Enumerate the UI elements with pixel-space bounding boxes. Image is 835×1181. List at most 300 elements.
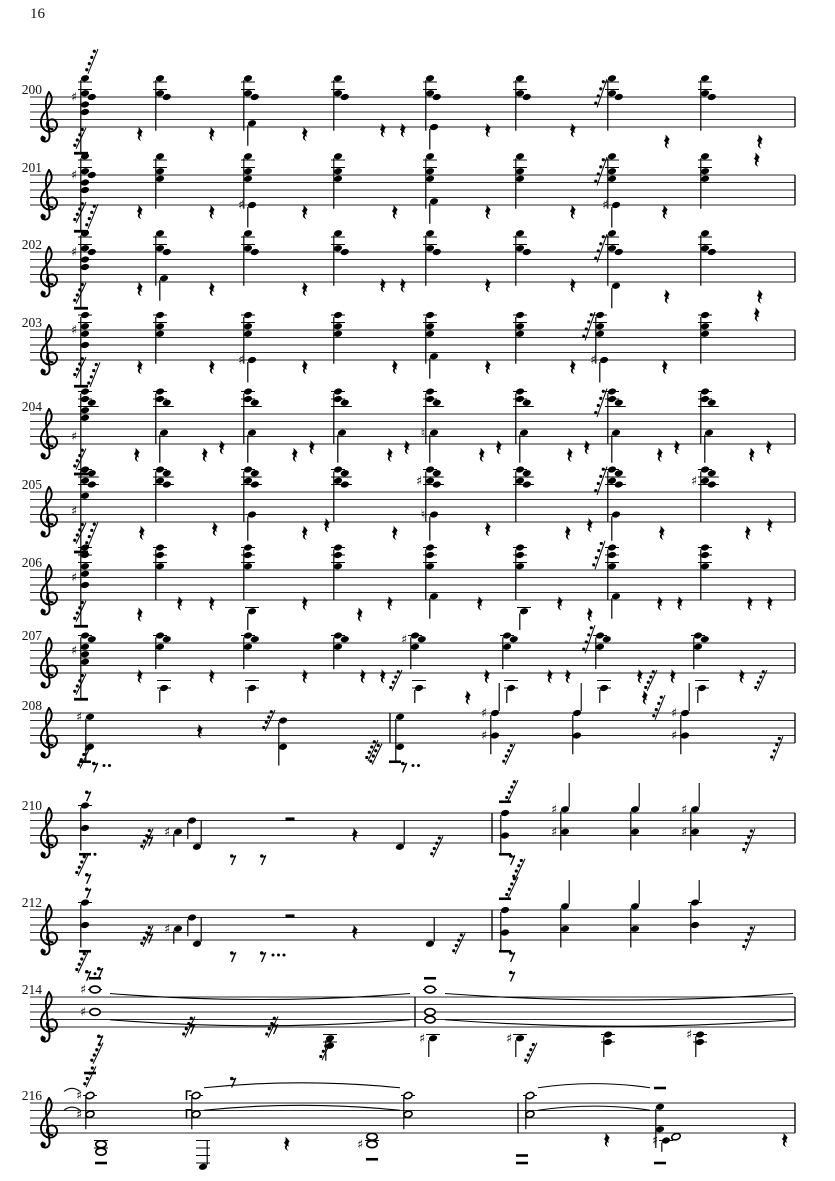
ledger-dash [516,1162,528,1165]
notehead [607,551,617,559]
treble-clef-icon [41,409,57,459]
measure-number: 203 [21,315,42,330]
notehead [693,643,703,651]
measure-number: 214 [21,982,42,997]
notehead [333,152,343,160]
treble-clef-icon [41,1098,57,1148]
notehead [560,902,570,910]
notehead [607,74,617,82]
quarter-rest [212,522,218,536]
aug-dots [94,972,97,975]
staff-lines [30,252,795,282]
quarter-rest [134,448,140,462]
notehead [395,743,405,751]
quarter-rest [380,278,386,292]
tie [445,1020,793,1026]
notehead [173,925,183,933]
notehead [425,940,435,948]
notehead [278,743,288,751]
notehead [425,175,435,183]
arpeggio-roll [594,157,607,186]
ledger-dash [79,950,91,953]
notehead [515,152,525,160]
notehead [187,816,197,824]
measure-number: 204 [21,399,42,414]
notehead [515,1034,525,1042]
sharp-accidental: ♯ [680,823,688,839]
quarter-rest [209,205,215,219]
sharp-accidental: ♯ [356,1136,364,1152]
notehead [80,311,90,319]
ledger-dash [424,977,436,980]
arpeggio-roll [430,836,443,857]
notehead [278,716,288,724]
eighth-rest [260,854,266,865]
notehead [490,731,500,739]
notehead [603,1038,613,1046]
notehead [155,322,165,330]
notehead [333,311,343,319]
arpeggio-roll [75,952,88,973]
measure-number: 210 [21,798,42,813]
notehead [80,801,90,809]
eighth-rest [97,967,103,978]
notehead [560,828,570,836]
notehead [515,562,525,570]
notehead [243,322,253,330]
notehead [243,175,253,183]
notehead [425,330,435,338]
notehead [191,1110,201,1118]
notehead [333,330,343,338]
notehead [198,1163,208,1171]
notehead [425,543,435,551]
quarter-rest [662,205,668,219]
quarter-rest [137,607,143,621]
notehead [80,570,90,578]
notehead [680,709,690,717]
arpeggio-roll [582,312,595,341]
natural-accidental: ♮ [420,506,426,522]
notehead [572,731,582,739]
measure-number: 216 [21,1088,42,1103]
page-number: 16 [30,6,45,22]
quarter-rest [219,440,225,454]
sharp-accidental: ♯ [79,981,87,997]
notehead [525,1091,535,1099]
sharp-accidental: ♯ [690,472,698,488]
sharp-accidental: ♯ [550,801,558,817]
sharp-accidental: ♯ [79,1004,87,1020]
notehead [80,650,90,658]
system-201 [22,152,795,233]
arpeggio-roll [73,674,86,695]
notehead [85,713,95,721]
arpeggio-roll [594,79,607,108]
quarter-rest [565,526,571,540]
notehead [247,201,257,209]
tie [538,1106,650,1110]
notehead [325,1034,335,1042]
notehead [515,229,525,237]
quarter-rest [292,448,298,462]
notehead [700,543,710,551]
notehead [155,387,165,395]
quarter-rest [392,526,398,540]
notehead [80,921,90,929]
notehead [700,175,710,183]
notehead [80,562,90,570]
notehead [429,352,439,360]
ledger-dash [499,800,511,803]
quarter-rest [747,596,753,610]
notehead [607,387,617,395]
eighth-rest [85,790,91,801]
notehead [611,592,621,600]
quarter-rest [659,526,665,540]
measure-number: 205 [21,477,42,492]
notehead [192,843,202,851]
quarter-rest [677,596,683,610]
notehead [333,167,343,175]
quarter-rest [137,205,143,219]
notehead [247,510,257,518]
quarter-rest [587,607,593,621]
treble-clef-icon [41,247,57,297]
notehead [700,74,710,82]
system-200 [22,49,795,155]
notehead [243,551,253,559]
sharp-accidental: ♯ [550,823,558,839]
notehead [247,119,257,127]
quarter-rest [637,669,643,683]
notehead [155,167,165,175]
sharp-accidental: ♯ [670,727,678,743]
notehead [192,940,202,948]
quarter-rest [197,724,203,738]
notehead [515,322,525,330]
arpeggio-roll [85,204,98,229]
notehead [500,928,510,936]
aug-dots [272,954,286,957]
aug-dots [412,764,421,767]
notehead [80,406,90,414]
notehead [155,152,165,160]
notehead [700,551,710,559]
eighth-rest [85,873,91,884]
quarter-rest [209,596,215,610]
notehead [80,108,90,116]
eighth-rest [509,854,515,865]
notehead [333,175,343,183]
sharp-accidental: ♯ [237,197,245,213]
quarter-rest [757,134,763,148]
staff-lines [30,414,795,444]
whole-notehead [425,1016,435,1023]
notehead [630,902,640,910]
system-203 [22,307,795,387]
ledger-dash [499,950,511,953]
notehead [155,74,165,82]
notehead [695,1038,705,1046]
quarter-rest [754,152,760,166]
notehead [155,311,165,319]
notehead [611,201,621,209]
notehead [700,322,710,330]
half-rest [286,817,295,820]
quarter-rest [404,440,410,454]
quarter-rest [302,282,308,296]
treble-clef-icon [41,325,57,375]
notehead [607,229,617,237]
notehead [500,906,510,914]
notehead [515,167,525,175]
notehead [191,1091,201,1099]
notehead [243,311,253,319]
quarter-rest [360,669,366,683]
notehead [607,167,617,175]
sharp-accidental: ♯ [651,1132,659,1148]
quarter-rest [642,690,648,704]
arpeggio-roll [77,748,90,769]
arpeggio-roll [73,601,86,622]
notehead [80,581,90,589]
treble-clef-icon [41,905,57,955]
notehead [80,492,90,500]
arpeggio-roll [652,695,665,720]
quarter-rest [547,669,553,683]
arpeggio-roll [770,736,783,761]
notehead [243,543,253,551]
quarter-rest [380,669,386,683]
treble-clef-icon [41,808,57,858]
eighth-rest [230,951,236,962]
arpeggio-roll [83,1066,96,1087]
eighth-rest [260,951,266,962]
arpeggio-roll [742,926,755,951]
quarter-rest [484,669,490,683]
quarter-rest [400,123,406,137]
quarter-rest [479,448,485,462]
quarter-rest [392,205,398,219]
staff-lines [30,570,795,600]
notehead [159,684,169,692]
notehead [80,414,90,422]
quarter-rest [766,440,772,454]
treble-clef-icon [41,565,57,615]
staff-lines [30,910,795,940]
staff-lines [30,175,795,205]
notehead [700,167,710,175]
treble-clef-icon [41,170,57,220]
notehead [80,330,90,338]
treble-clef-icon [41,92,57,142]
notehead [500,831,510,839]
whole-notehead [367,1133,377,1140]
ledger-dash [516,1154,528,1157]
ledger-dash [79,853,91,856]
quarter-rest [302,205,308,219]
aug-dots [103,764,112,767]
system-206 [22,522,795,630]
measure-number: 207 [21,628,42,643]
notehead [395,843,405,851]
notehead [611,429,621,437]
notehead [429,429,439,437]
eighth-rest [85,887,91,898]
notehead [333,551,343,559]
notehead [607,543,617,551]
quarter-rest [400,278,406,292]
notehead [155,562,165,570]
quarter-rest [139,526,145,540]
ledger-dash [389,760,401,763]
arpeggio-roll [73,523,86,544]
quarter-rest [745,526,751,540]
sharp-accidental: ♯ [70,89,78,105]
notehead [697,684,707,692]
notehead [80,387,90,395]
notehead [595,322,605,330]
quarter-rest [674,440,680,454]
notehead [80,263,90,271]
tie [110,1020,410,1026]
quarter-rest [485,522,491,536]
sharp-accidental: ♯ [70,167,78,183]
notehead [159,429,169,437]
measure-number: 202 [21,237,42,252]
notehead [700,562,710,570]
whole-notehead [90,986,100,993]
whole-notehead [425,1009,435,1016]
quarter-rest [604,1133,610,1147]
whole-notehead [96,1141,106,1148]
notehead [414,684,424,692]
notehead [80,74,90,82]
notehead [700,311,710,319]
quarter-rest [670,669,676,683]
sharp-accidental: ♯ [418,1030,426,1046]
notehead [410,643,420,651]
quarter-rest [657,596,663,610]
ledger-dash [84,1072,96,1075]
notehead [630,925,640,933]
system-212 [22,877,795,981]
ledger-dash [95,1162,107,1165]
notehead [247,356,257,364]
notehead [429,592,439,600]
notehead [519,607,529,615]
sharp-accidental: ♯ [680,801,688,817]
notehead [428,1034,438,1042]
system-216 [22,1066,795,1171]
notehead [395,713,405,721]
half-rest [286,914,295,917]
sharp-accidental: ♯ [75,1106,83,1122]
quarter-rest [302,669,308,683]
quarter-rest [302,526,308,540]
notehead [515,74,525,82]
treble-clef-icon [41,638,57,688]
notehead [519,429,529,437]
notehead [247,684,257,692]
quarter-rest [485,278,491,292]
notehead [425,311,435,319]
notehead [425,167,435,175]
notehead [425,551,435,559]
natural-accidental: ♮ [420,424,426,440]
notehead [85,1091,95,1099]
quarter-rest [570,205,576,219]
measure-number: 208 [21,698,42,713]
sharp-accidental: ♯ [685,1026,693,1042]
notehead [173,828,183,836]
quarter-rest [209,360,215,374]
notehead [704,429,714,437]
notehead [607,562,617,570]
quarter-rest [496,440,502,454]
quarter-rest [757,289,763,303]
quarter-rest [387,448,393,462]
notehead [515,311,525,319]
notehead [243,330,253,338]
measure-number: 212 [21,895,42,910]
notehead [680,731,690,739]
sharp-accidental: ♯ [70,642,78,658]
notehead [429,197,439,205]
quarter-rest [177,596,183,610]
arpeggio-roll [85,49,98,74]
system-205 [22,465,795,553]
tie [204,1105,400,1110]
quarter-rest [754,307,760,321]
quarter-rest [477,596,483,610]
system-214 [22,967,795,1064]
notehead [85,1110,95,1118]
quarter-rest [657,448,663,462]
whole-notehead [90,1009,100,1016]
sharp-accidental: ♯ [400,631,408,647]
treble-clef-icon [41,992,57,1042]
arpeggio-roll [594,234,607,263]
notehead [80,178,90,186]
quarter-rest [662,360,668,374]
arpeggio-roll [512,859,525,880]
quarter-rest [567,448,573,462]
notehead [700,152,710,160]
notehead [333,543,343,551]
notehead [337,429,347,437]
arpeggio-roll [582,625,595,654]
notehead [333,322,343,330]
sharp-accidental: ♯ [70,569,78,585]
quarter-rest [587,518,593,532]
notehead [515,175,525,183]
sharp-accidental: ♯ [480,705,488,721]
notehead [155,643,165,651]
notehead [247,607,257,615]
notehead [490,709,500,717]
arpeggio-roll [505,877,518,898]
sharp-accidental: ♯ [70,502,78,518]
notehead [572,709,582,717]
arpeggio-roll [742,829,755,854]
treble-clef-icon [41,487,57,537]
staff-lines [30,97,795,127]
treble-clef-icon [41,708,57,758]
notehead [506,684,516,692]
notehead [155,175,165,183]
